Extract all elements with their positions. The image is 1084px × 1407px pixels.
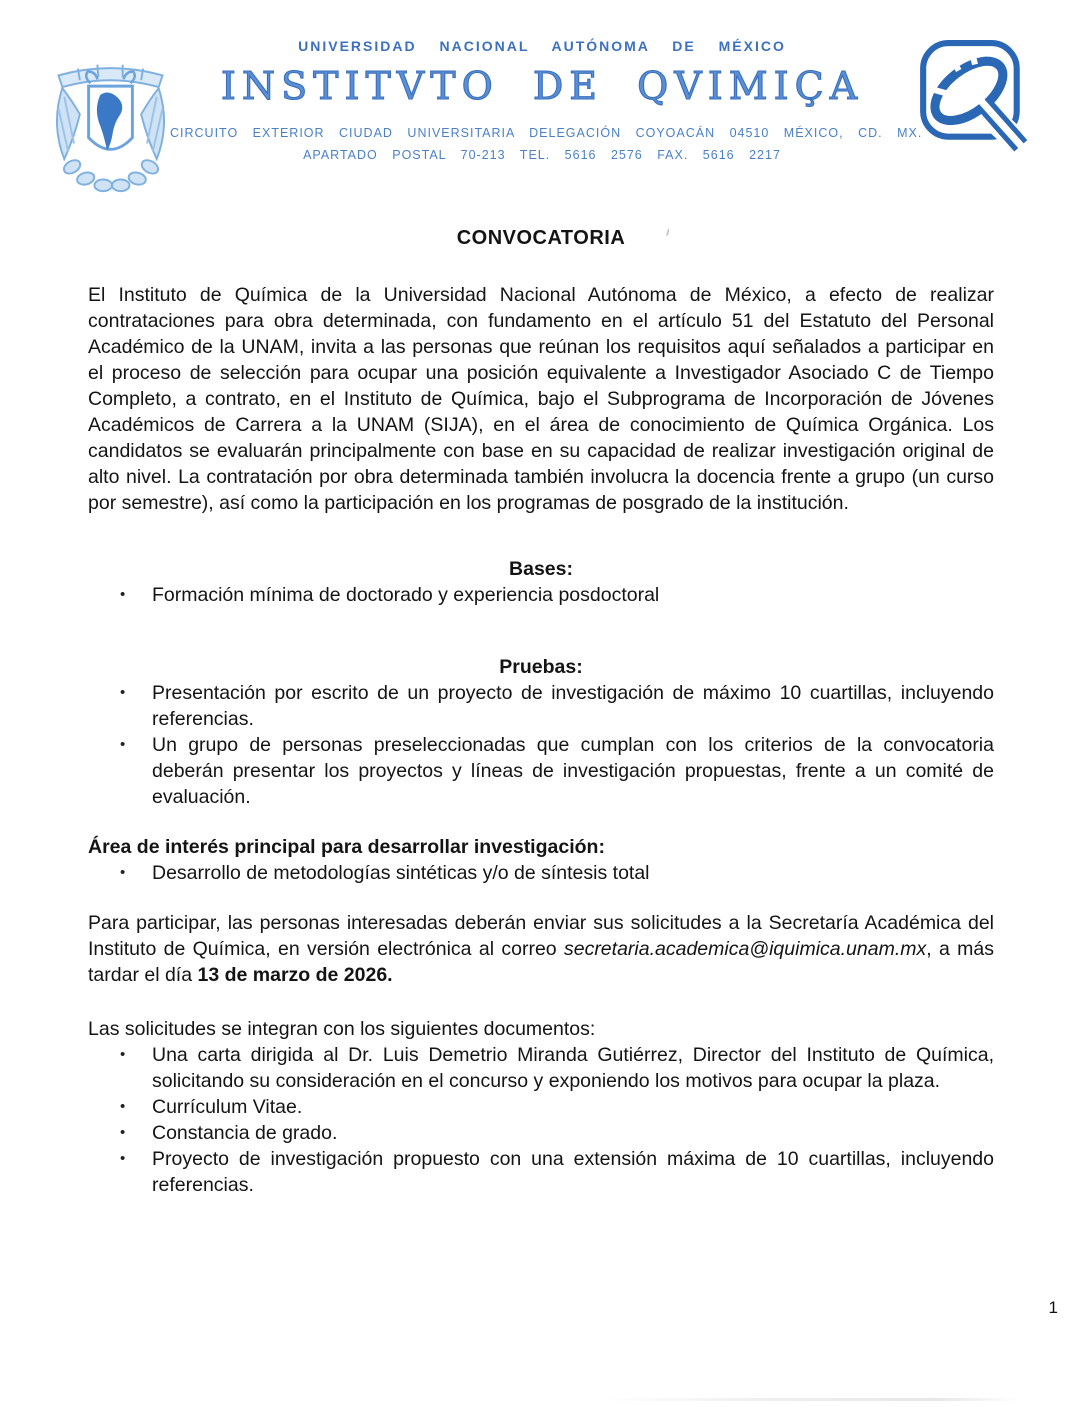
list-item: • Un grupo de personas preseleccionadas que cumplan con los criterios de la convocatoria deberán presentar los proyectos y líneas de investigación propuestas, frente a un comité de evaluación. (88, 732, 994, 810)
list-item: • Una carta dirigida al Dr. Luis Demetrio Miranda Gutiérrez, Director del Instituto de Química, solicitando su consideración en el concurso y exponiendo los motivos para ocupar la plaza. (88, 1042, 994, 1094)
address-line-2: APARTADO POSTAL 70-213 TEL. 5616 2576 FAX. 5616 2217 (303, 148, 781, 162)
section-heading-bases: Bases: (509, 558, 573, 580)
letterhead-text (170, 38, 923, 166)
bases-list (88, 582, 994, 608)
participation-text: , a más tardar el día (88, 938, 995, 986)
section-heading-area: Área de interés principal para desarrollar investigación: (88, 836, 605, 858)
list-item: • Formación mínima de doctorado y experiencia posdoctoral (88, 582, 994, 608)
instituto-quimica-logo (918, 38, 1030, 158)
section-heading-pruebas: Pruebas: (499, 656, 583, 678)
participation-text: Para participar, las personas interesadas deberán enviar sus solicitudes a la Secretaría Académica del Instituto de Química, en versión electrónica al correo (88, 912, 994, 960)
letterhead (0, 0, 1084, 210)
area-list (88, 860, 994, 886)
documents-list (88, 1042, 994, 1198)
list-item: • Desarrollo de metodologías sintéticas y/o de síntesis total (88, 860, 994, 886)
list-item: • Presentación por escrito de un proyecto de investigación de máximo 10 cuartillas, incluyendo referencias. (88, 680, 994, 732)
intro-paragraph: El Instituto de Química de la Universidad Nacional Autónoma de México, a efecto de realizar contrataciones para obra determinada, con fundamento en el artículo 51 del Estatuto del Personal Académico de la UNAM, invita a las personas que reúnan los requisitos aquí señalados a participar en el proceso de selección para ocupar una posición equivalente a Investigador Asociado C de Tiempo Completo, a contrato, en el Instituto de Química, bajo el Subprograma de Incorporación de Jóvenes Académicos de Carrera a la UNAM (SIJA), en el área de conocimiento de Química Orgánica. Los candidatos se evaluarán principalmente con base en su capacidad de realizar investigación original de alto nivel. La contratación por obra determinada también involucra la docencia frente a grupo (un curso por semestre), así como la participación en los programas de posgrado de la institución. (88, 284, 994, 514)
documents-intro: Las solicitudes se integran con los siguientes documentos: (88, 1018, 596, 1040)
email-address: secretaria.academica@iquimica.unam.mx (563, 938, 927, 960)
document-body (88, 226, 994, 1198)
list-item: • Constancia de grado. (88, 1120, 994, 1146)
unam-crest-logo (43, 54, 178, 198)
pruebas-list (88, 680, 994, 810)
list-item: • Proyecto de investigación propuesto con una extensión máxima de 10 cuartillas, incluyendo referencias. (88, 1146, 994, 1198)
page-title: CONVOCATORIA (456, 227, 626, 249)
deadline-date: 13 de marzo de 2026. (197, 964, 393, 986)
university-name: UNIVERSIDAD NACIONAL AUTÓNOMA DE MÉXICO (298, 38, 786, 54)
address-line-1: CIRCUITO EXTERIOR CIUDAD UNIVERSITARIA DELEGACIÓN COYOACÁN 04510 MÉXICO, CD. MX. (170, 126, 923, 140)
institute-name: INSTITVTO DE QVIMIÇA (220, 64, 864, 108)
participation-paragraph (88, 910, 994, 988)
page-number: 1 (1048, 1298, 1058, 1317)
list-item: • Currículum Vitae. (88, 1094, 994, 1120)
scan-artifact (600, 1398, 1020, 1401)
